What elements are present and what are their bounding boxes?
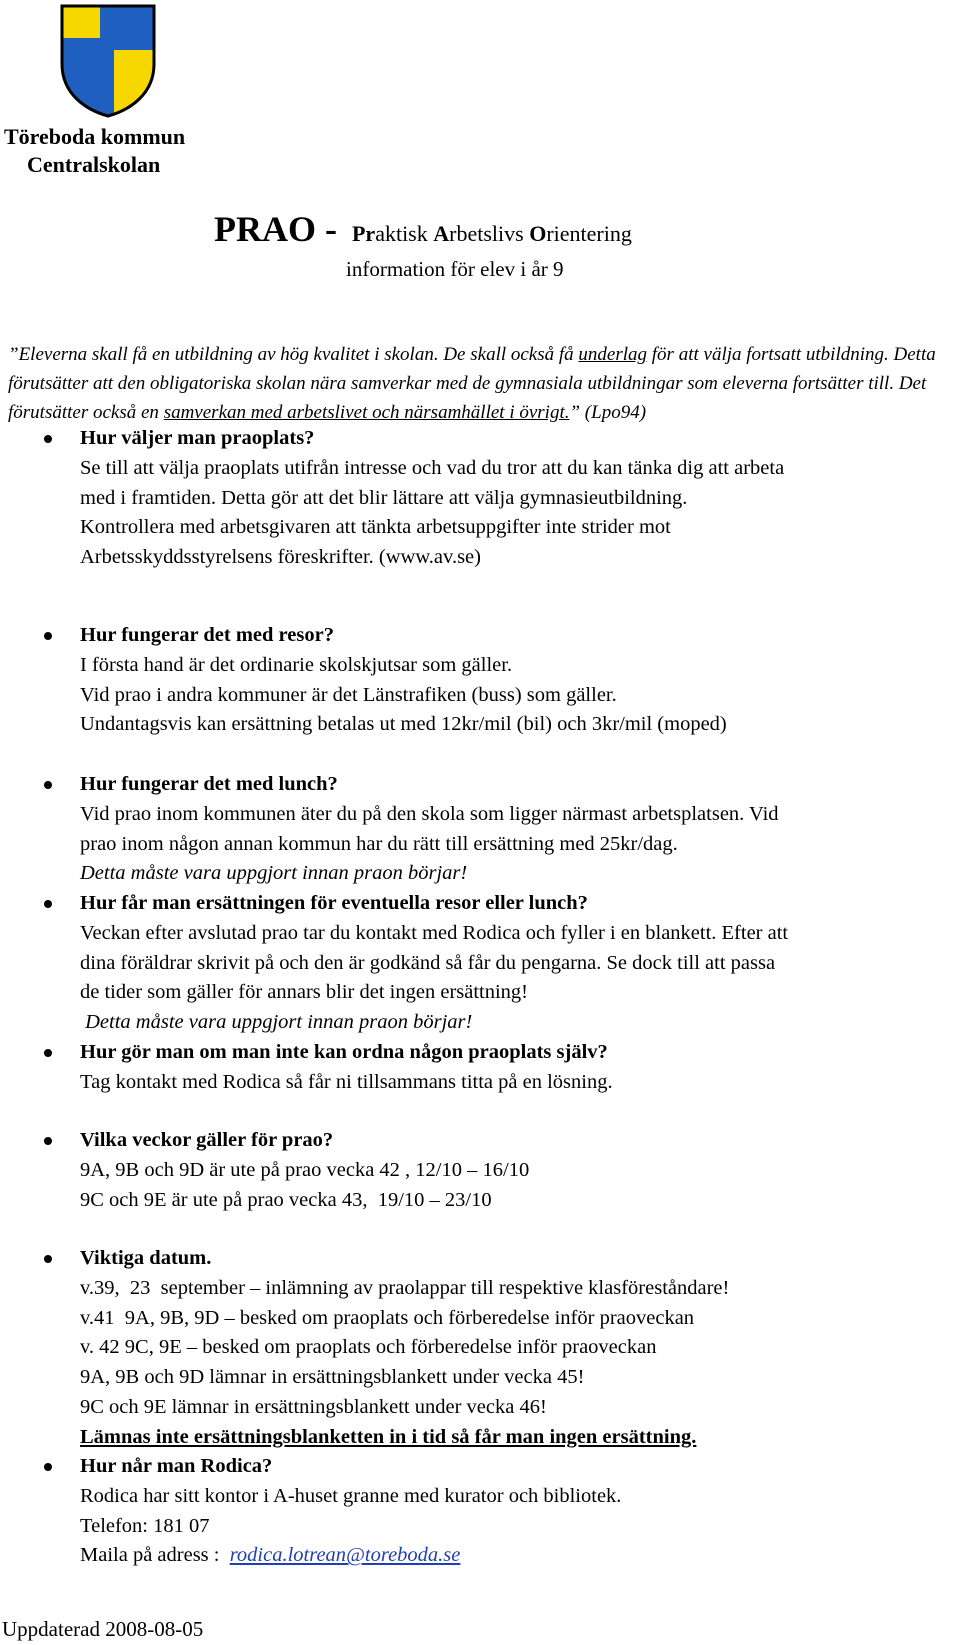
section-heading: Viktiga datum.	[80, 1247, 212, 1269]
section-line: Rodica har sitt kontor i A-huset granne med kurator och bibliotek.	[80, 1484, 622, 1507]
bullet-icon	[44, 435, 52, 443]
bullet-icon	[44, 781, 52, 789]
section-no-placement	[80, 1038, 960, 1098]
title-expansion	[341, 221, 632, 246]
bullet-icon	[44, 1255, 52, 1263]
section-line: de tider som gäller för annars blir det ingen ersättning!	[80, 981, 529, 1004]
mail-label: Maila på adress :	[80, 1544, 230, 1567]
quote-reference: ” (Lpo94)	[569, 402, 647, 423]
section-line: Vid prao inom kommunen äter du på den skola som ligger närmast arbetsplatsen. Vid	[80, 802, 779, 825]
section-line: 9A, 9B och 9D är ute på prao vecka 42 , 12/10 – 16/10	[80, 1158, 530, 1181]
section-weeks	[80, 1126, 960, 1215]
email-link[interactable]: rodica.lotrean@toreboda.se	[229, 1544, 461, 1567]
section-line: Arbetsskyddsstyrelsens föreskrifter. (www.av.se)	[80, 546, 481, 569]
section-line: 9C och 9E lämnar in ersättningsblankett under vecka 46!	[80, 1395, 547, 1418]
section-line: med i framtiden. Detta gör att det blir lättare att välja gymnasieutbildning.	[80, 486, 688, 509]
bullet-icon	[44, 1137, 52, 1145]
section-note: Detta måste vara uppgjort innan praon börjar!	[80, 862, 468, 885]
section-line: Kontrollera med arbetsgivaren att tänkta arbetsuppgifter inte strider mot	[80, 516, 671, 539]
section-compensation	[80, 889, 960, 1038]
bullet-icon	[44, 632, 52, 640]
section-choose-placement	[80, 424, 960, 573]
section-heading: Hur fungerar det med resor?	[80, 624, 334, 646]
section-heading: Hur gör man om man inte kan ordna någon praoplats själv?	[80, 1041, 608, 1063]
organization-name: Töreboda kommun	[4, 124, 186, 149]
mail-line	[80, 1541, 960, 1571]
section-heading: Hur väljer man praoplats?	[80, 427, 315, 449]
section-line: Undantagsvis kan ersättning betalas ut med 12kr/mil (bil) och 3kr/mil (moped)	[80, 713, 727, 736]
section-line: Tag kontakt med Rodica så får ni tillsammans titta på en lösning.	[80, 1070, 613, 1093]
quote-underline: underlag	[578, 344, 648, 365]
title-part-rest: rbetslivs	[449, 221, 530, 246]
section-heading: Hur får man ersättningen för eventuella resor eller lunch?	[80, 892, 588, 914]
section-heading: Vilka veckor gäller för prao?	[80, 1129, 334, 1151]
section-line: v.39, 23 september – inlämning av praolappar till respektive klasföreståndare!	[80, 1276, 730, 1299]
section-important-dates	[80, 1244, 960, 1453]
section-line: 9A, 9B och 9D lämnar in ersättningsblankett under vecka 45!	[80, 1366, 585, 1389]
bullet-icon	[44, 1463, 52, 1471]
section-line: I första hand är det ordinarie skolskjutsar som gäller.	[80, 653, 513, 676]
title-part-bold: A	[433, 221, 450, 246]
section-line: prao inom någon annan kommun har du rätt till ersättning med 25kr/dag.	[80, 832, 678, 855]
bullet-icon	[44, 900, 52, 908]
quote-text: för att välja fortsatt utbildning. Detta förutsätter att den obligatoriska skolan nära samverkar med de gymnasiala utbildningar som eleverna fortsätter till. Det förutsätter också en	[8, 344, 936, 423]
document-subtitle: information för elev i år 9	[346, 257, 564, 281]
document-title	[214, 208, 632, 250]
section-line: 9C och 9E är ute på prao vecka 43, 19/10 – 23/10	[80, 1188, 492, 1211]
section-line: v. 42 9C, 9E – besked om praoplats och förberedelse inför praoveckan	[80, 1336, 657, 1359]
section-line: Telefon: 181 07	[80, 1514, 210, 1537]
curriculum-quote	[8, 340, 953, 427]
section-line: Vid prao i andra kommuner är det Länstrafiken (buss) som gäller.	[80, 683, 617, 706]
title-part-bold: Pr	[351, 221, 376, 246]
section-lunch	[80, 770, 960, 889]
section-line: v.41 9A, 9B, 9D – besked om praoplats och förberedelse inför praoveckan	[80, 1306, 695, 1329]
school-name: Centralskolan	[27, 152, 161, 177]
section-line: dina föräldrar skrivit på och den är godkänd så får du pengarna. Se dock till att passa	[80, 951, 776, 974]
section-heading: Hur fungerar det med lunch?	[80, 773, 338, 795]
updated-date: Uppdaterad 2008-08-05	[2, 1617, 204, 1641]
section-travel	[80, 621, 960, 740]
section-contact	[80, 1452, 960, 1571]
title-prao: PRAO -	[214, 209, 337, 249]
quote-underline: samverkan med arbetslivet och närsamhället i övrigt.	[163, 402, 570, 423]
title-part-bold: O	[529, 221, 547, 246]
section-line: Veckan efter avslutad prao tar du kontakt med Rodica och fyller i en blankett. Efter att	[80, 921, 789, 944]
bullet-icon	[44, 1049, 52, 1057]
title-part-rest: aktisk	[375, 221, 434, 246]
deadline-warning: Lämnas inte ersättningsblanketten in i tid så får man ingen ersättning.	[80, 1425, 697, 1448]
coat-of-arms-logo	[58, 2, 158, 118]
section-line: Se till att välja praoplats utifrån intresse och vad du tror att du kan tänka dig att arbeta	[80, 456, 785, 479]
quote-text: ”Eleverna skall få en utbildning av hög kvalitet i skolan. De skall också få	[8, 344, 579, 365]
title-part-rest: rientering	[546, 221, 632, 246]
section-note: Detta måste vara uppgjort innan praon börjar!	[80, 1011, 473, 1034]
section-heading: Hur når man Rodica?	[80, 1455, 273, 1477]
